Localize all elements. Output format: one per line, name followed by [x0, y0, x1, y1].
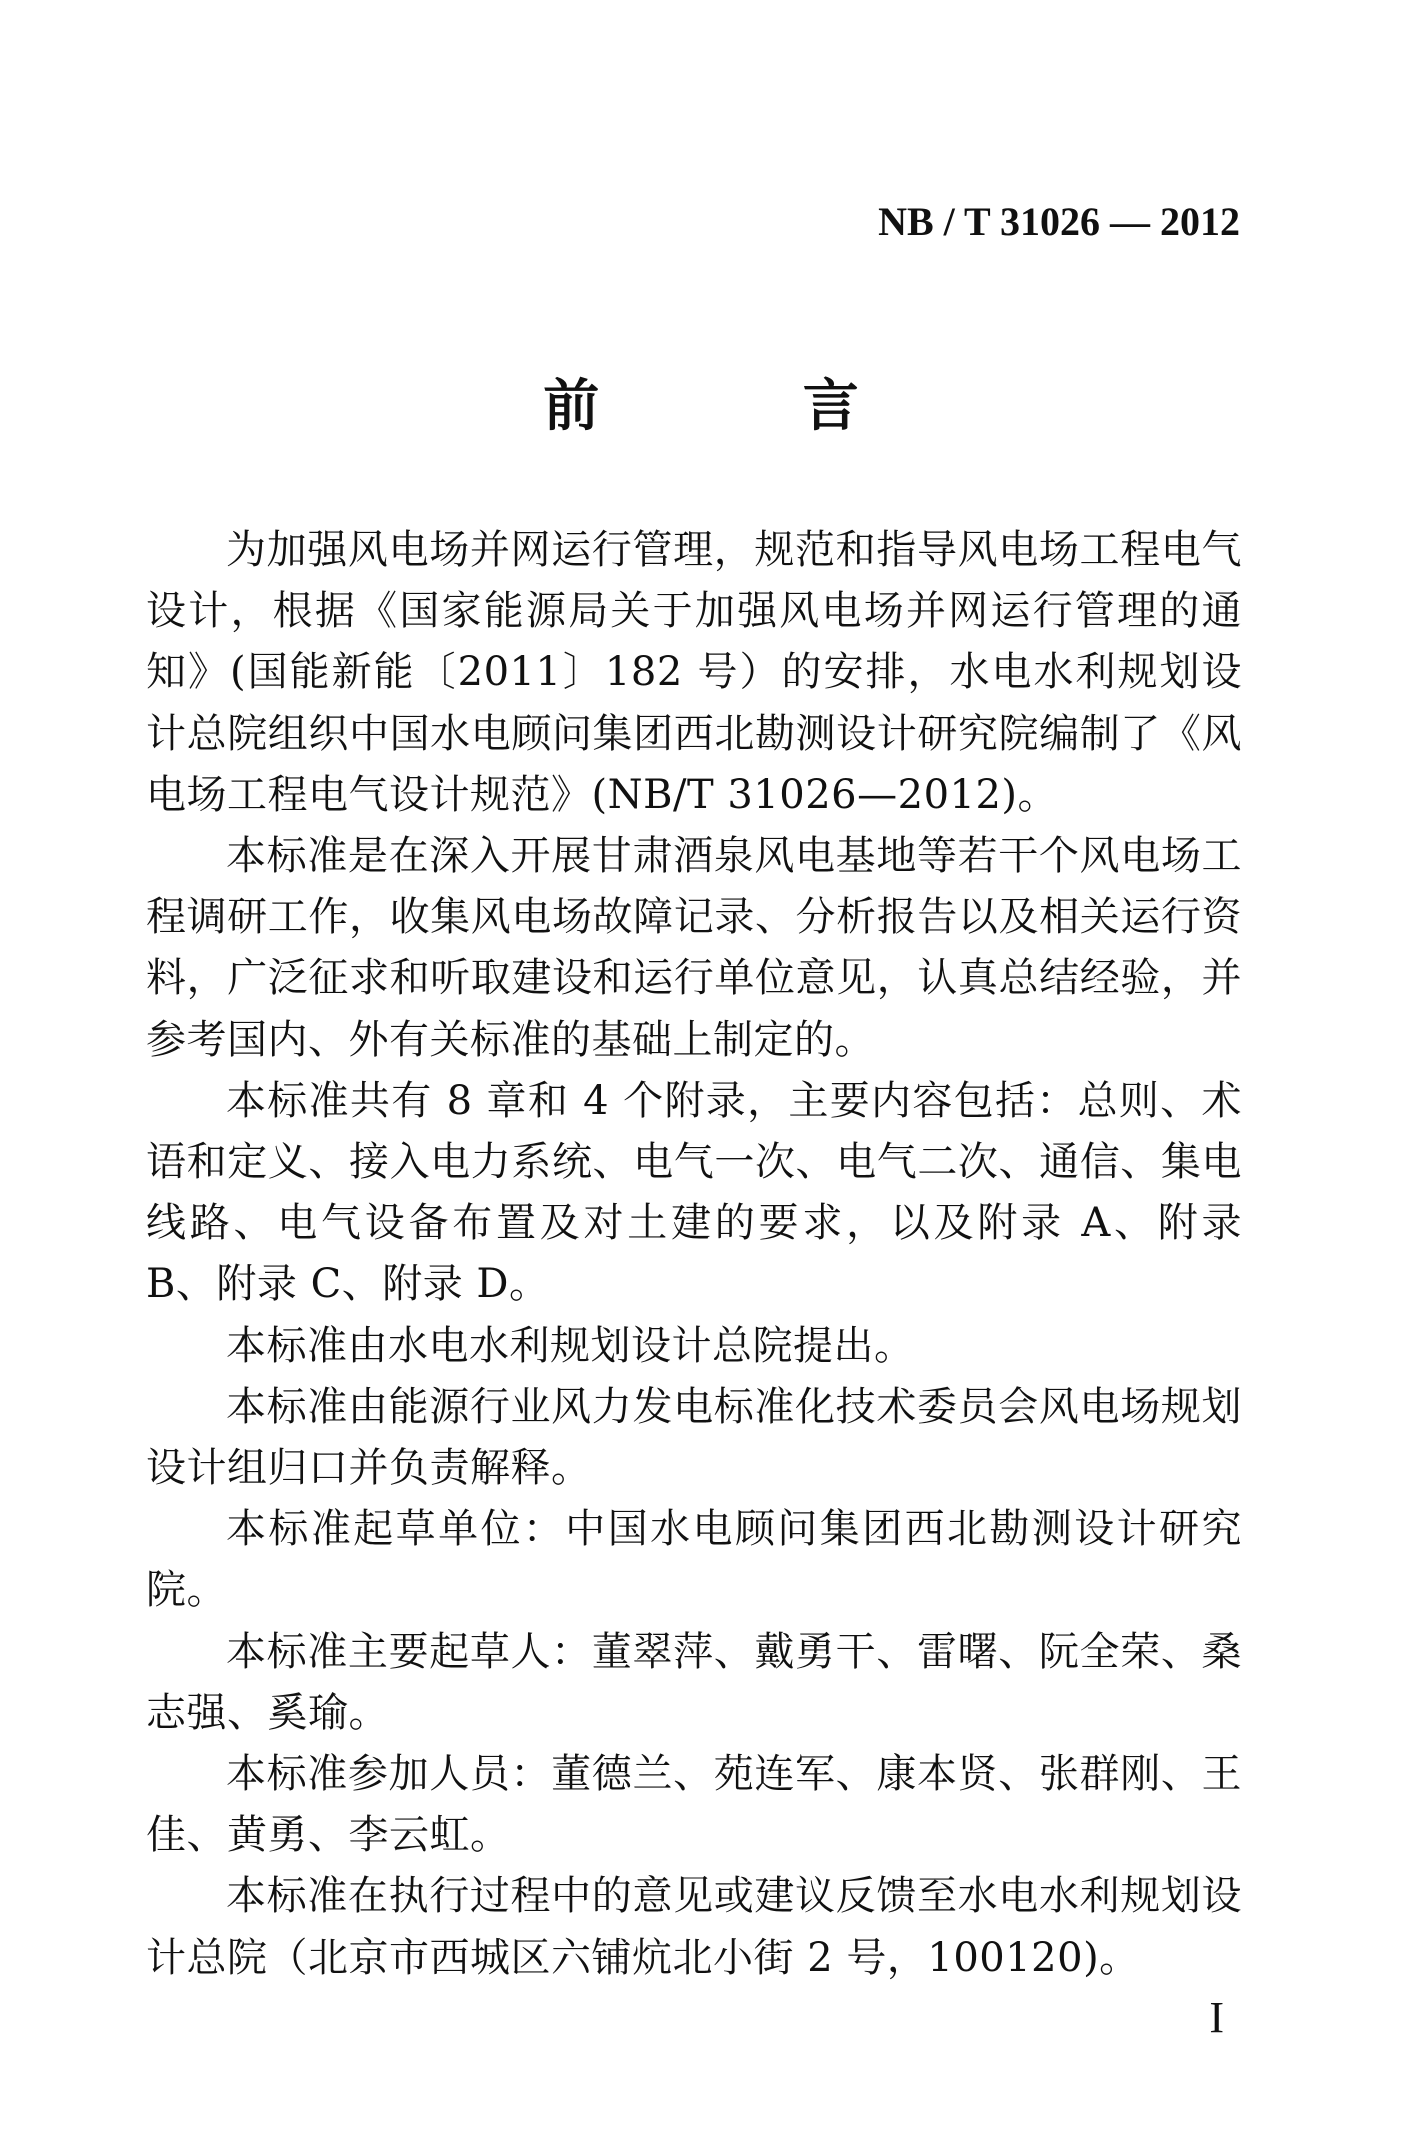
paragraph: 本标准共有 8 章和 4 个附录，主要内容包括：总则、术语和定义、接入电力系统、电气一次、电气二次、通信、集电线路、电气设备布置及对土建的要求，以及附录 A、附录 B、附录 C、附录 D。 — [146, 1077, 1242, 1308]
paragraph: 本标准起草单位：中国水电顾问集团西北勘测设计研究院。 — [146, 1506, 1242, 1614]
paragraph: 本标准参加人员：董德兰、苑连军、康本贤、张群刚、王佳、黄勇、李云虹。 — [146, 1751, 1242, 1859]
paragraph: 本标准由水电水利规划设计总院提出。 — [226, 1322, 915, 1369]
page-number: I — [1209, 1993, 1224, 2042]
paragraph: 本标准是在深入开展甘肃酒泉风电基地等若干个风电场工程调研工作，收集风电场故障记录、分析报告以及相关运行资料，广泛征求和听取建设和运行单位意见，认真总结经验，并参考国内、外有关标准的基础上制定的。 — [146, 833, 1242, 1063]
paragraph: 本标准在执行过程中的意见或建议反馈至水电水利规划设计总院（北京市西城区六铺炕北小街 2 号，100120)。 — [146, 1873, 1242, 1981]
paragraph: 为加强风电场并网运行管理，规范和指导风电场工程电气设计，根据《国家能源局关于加强风电场并网运行管理的通知》(国能新能〔2011〕182 号）的安排，水电水利规划设计总院组织中国水电顾问集团西北勘测设计研究院编制了《风电场工程电气设计规范》(NB/T 31026—2012)。 — [146, 527, 1242, 818]
standard-code: NB / T 31026 — 2012 — [878, 199, 1240, 244]
paragraph: 本标准由能源行业风力发电标准化技术委员会风电场规划设计组归口并负责解释。 — [146, 1383, 1242, 1492]
page-title: 前 言 — [543, 373, 951, 439]
preface-body — [146, 520, 1242, 1989]
paragraph: 本标准主要起草人：董翠萍、戴勇干、雷曙、阮全荣、桑志强、奚瑜。 — [146, 1628, 1242, 1736]
